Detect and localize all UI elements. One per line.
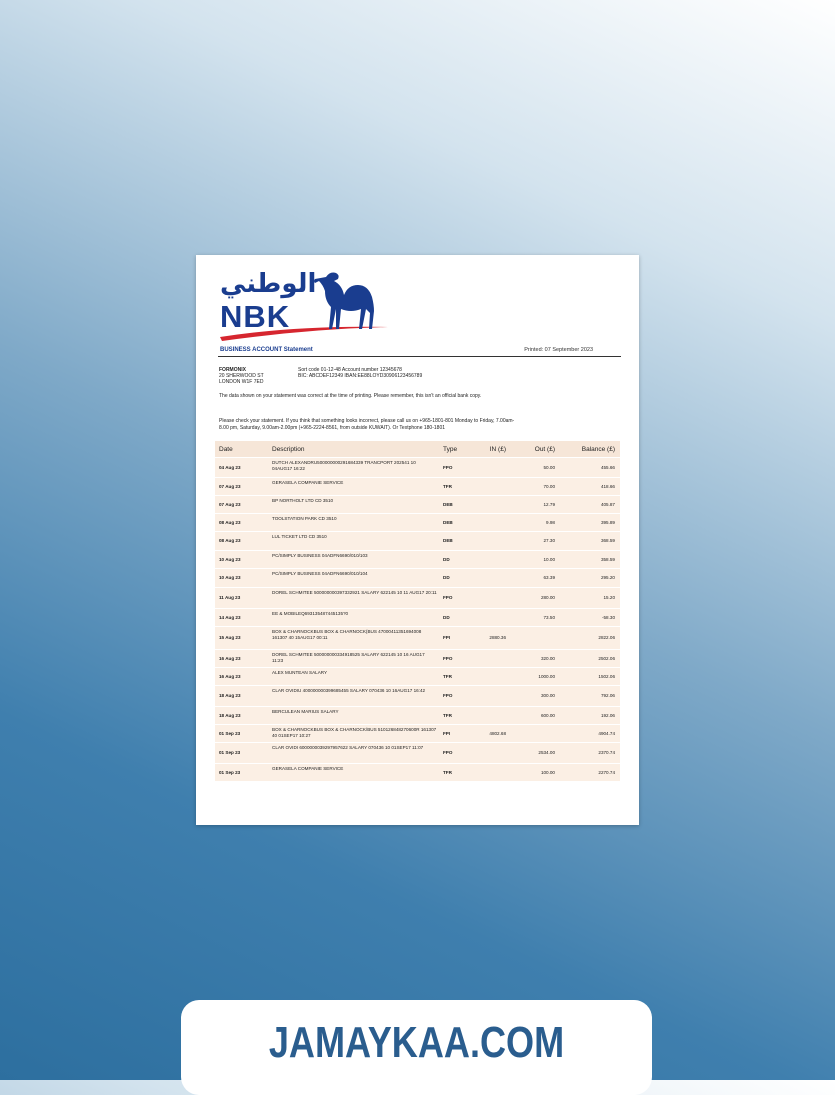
row-balance: 455.66 — [600, 464, 615, 470]
row-balance: 368.59 — [600, 538, 615, 543]
row-date: 11 Aug 23 — [219, 595, 241, 600]
row-date: 01 Sep 23 — [219, 750, 241, 755]
row-type: DEB — [443, 501, 453, 507]
logo-arabic-text: الوطني — [220, 269, 317, 299]
row-type: TFR — [443, 483, 452, 489]
table-row — [215, 763, 620, 781]
row-out: 280.00 — [540, 595, 555, 600]
row-balance: 395.89 — [600, 519, 615, 525]
row-description: CLAR OVIDI 6000000039297957622 SALARY 070436 10 01SEP17 11:07 — [272, 745, 424, 750]
row-date: 01 Sep 23 — [219, 730, 241, 736]
row-out: 100.00 — [540, 769, 555, 775]
table-row — [215, 626, 620, 649]
row-type: DEB — [443, 519, 453, 525]
row-type: DEB — [443, 538, 453, 543]
row-out: 2534.00 — [538, 750, 555, 755]
table-row — [215, 667, 620, 685]
table-row — [215, 550, 620, 568]
table-row — [215, 531, 620, 550]
row-type: FPO — [443, 595, 453, 600]
table-header — [215, 441, 620, 457]
row-balance: 2822.06 — [598, 635, 615, 640]
table-row — [215, 608, 620, 626]
row-type: FPO — [443, 655, 453, 661]
row-out: 10.00 — [543, 556, 555, 562]
customer-address — [219, 367, 264, 385]
transactions-table — [215, 441, 620, 781]
row-balance: 4904.74 — [598, 730, 615, 736]
row-description: BOX & CHARNOCKBUS BOX & CHARNOCK/BUS 510126848270600R 161307 40 01SEP17 10:27 — [272, 727, 437, 738]
row-description: PC/SIMPLY BUSINESS 04ADFN6690/010/104 — [272, 571, 368, 576]
table-row — [215, 477, 620, 495]
row-out: 70.00 — [543, 483, 555, 489]
row-date: 18 Aug 23 — [219, 712, 241, 718]
row-out: 73.50 — [543, 614, 555, 620]
row-date: 15 Aug 23 — [219, 635, 241, 640]
row-date: 07 Aug 23 — [219, 501, 241, 507]
header-in: IN (£) — [489, 446, 506, 453]
row-balance: 358.59 — [600, 556, 615, 562]
table-row — [215, 587, 620, 608]
row-out: 300.00 — [540, 693, 555, 698]
row-description: BOX & CHARNOCKBUS BOX & CHARNOCK(BUS 47000411351694008 161307 40 15AUG17 00:11 — [272, 629, 422, 640]
address-line: LONDON W1F 7ED — [219, 379, 264, 385]
row-type: TFR — [443, 712, 452, 718]
iban-line: BIC: ABCDEF12349 IBAN:EE88LOYD30906123456789 — [298, 373, 423, 379]
bank-statement-document — [196, 255, 639, 825]
row-balance: 1502.06 — [598, 673, 615, 679]
table-body — [215, 457, 620, 781]
row-type: DD — [443, 556, 450, 562]
header-out: Out (£) — [534, 446, 555, 453]
statement-title: BUSINESS ACCOUNT Statement — [220, 347, 313, 353]
notice-printing: The data shown on your statement was correct at the time of printing. Please remember, this isn't an official bank copy. — [219, 393, 482, 399]
printed-date: Printed: 07 September 2023 — [524, 347, 593, 353]
row-balance: -58.30 — [601, 614, 615, 620]
table-row — [215, 513, 620, 531]
account-number-line: Sort code 01-12-48 Account number 12345678 — [298, 367, 402, 373]
row-out: 50.00 — [543, 464, 555, 470]
row-out: 320.00 — [540, 655, 555, 661]
row-description: ALEX MUNTEAN SALARY — [272, 670, 328, 675]
camel-icon — [218, 265, 393, 343]
header-description: Description — [272, 446, 305, 453]
row-balance: 15.20 — [603, 595, 615, 600]
notice-contact: Please check your statement. If you think that something looks incorrect, please call us on +965-1801-801 Monday to Friday, 7.00am-8.00 pm, Saturday, 9.00am-2.00pm (+965-2224-8561, from outside KUWAIT). Or Textphone 180-1801 — [219, 418, 515, 431]
header-balance: Balance (£) — [581, 446, 615, 453]
row-date: 08 Aug 23 — [219, 538, 241, 543]
row-description: PC/SIMPLY BUSINESS 04ADFN6690/010/103 — [272, 553, 368, 558]
nbk-logo — [218, 265, 393, 343]
row-description: TOOLSTATION PARK CD 3510 — [272, 516, 337, 521]
row-out: 600.00 — [540, 712, 555, 718]
row-balance: 418.66 — [600, 483, 615, 489]
row-date: 16 Aug 23 — [219, 673, 241, 679]
row-balance: 405.87 — [600, 501, 615, 507]
row-description: EE & MOBILEQ693135487445135?0 — [272, 611, 349, 616]
table-row — [215, 742, 620, 763]
row-balance: 295.20 — [600, 575, 615, 580]
row-out: 63.39 — [543, 575, 555, 580]
row-date: 07 Aug 23 — [219, 483, 241, 489]
row-description: GERASELA COMPANIE SERVICE — [272, 766, 344, 771]
address-line: 20 SHERWOOD ST — [219, 373, 264, 379]
row-balance: 792.06 — [600, 693, 615, 698]
row-description: GERASELA COMPANIE SERVICE — [272, 480, 344, 485]
footer-site-name: JAMAYKAA.COM — [268, 1018, 565, 1067]
row-type: FPI — [443, 635, 451, 640]
row-description: BP NORTHOLT LTD CD 3510 — [272, 498, 334, 503]
row-date: 01 Sep 23 — [219, 769, 241, 775]
row-date: 14 Aug 23 — [219, 614, 241, 620]
row-balance: 2370.74 — [598, 750, 615, 755]
row-out: 9.98 — [546, 519, 555, 525]
row-balance: 2502.06 — [598, 655, 615, 661]
row-type: FPO — [443, 464, 453, 470]
row-date: 10 Aug 23 — [219, 575, 241, 580]
row-in: 4802.68 — [489, 730, 506, 736]
table-row — [215, 457, 620, 477]
row-date: 08 Aug 23 — [219, 519, 241, 525]
table-row — [215, 568, 620, 587]
row-type: FPO — [443, 693, 453, 698]
row-description: DUTCH ALEXANDRU500000000291684339 TRANCPORT 202541 10 04AUG17 16:22 — [272, 460, 416, 471]
row-balance: 2270.74 — [598, 769, 615, 775]
row-type: TFR — [443, 769, 452, 775]
row-description: CLAR OVIDIU 400000000399685455 SALARY 070436 10 16AUG17 16:42 — [272, 688, 426, 693]
account-details — [298, 367, 422, 379]
row-type: DD — [443, 575, 450, 580]
row-date: 16 Aug 23 — [219, 655, 241, 661]
row-type: FPI — [443, 730, 451, 736]
row-balance: 192.06 — [600, 712, 615, 718]
row-date: 04 Aug 23 — [219, 464, 241, 470]
row-out: 1000.00 — [538, 673, 555, 679]
row-description: BERCULEAN MARIUS SALARY — [272, 709, 339, 714]
table-row — [215, 649, 620, 667]
row-type: TFR — [443, 673, 452, 679]
row-type: DD — [443, 614, 450, 620]
row-out: 12.79 — [543, 501, 555, 507]
header-divider — [218, 356, 621, 357]
row-description: LUL TICKET LTD CD 3510 — [272, 534, 327, 539]
row-in: 2880.36 — [489, 635, 506, 640]
row-date: 10 Aug 23 — [219, 556, 241, 562]
table-row — [215, 706, 620, 724]
row-type: FPO — [443, 750, 453, 755]
address-line: FORMONIX — [219, 367, 246, 373]
footer-banner — [181, 1000, 652, 1095]
table-row — [215, 724, 620, 742]
row-out: 27.30 — [543, 538, 555, 543]
table-row — [215, 495, 620, 513]
logo-latin-text: NBK — [220, 299, 291, 334]
header-date: Date — [219, 446, 233, 453]
row-description: DOREL SCHMITEE 500000000397332921 SALARY 622145 10 11 AUG17 20:11 — [272, 590, 437, 595]
header-type: Type — [443, 446, 458, 453]
row-date: 18 Aug 23 — [219, 693, 241, 698]
table-row — [215, 685, 620, 706]
row-description: DOREL SCHMITEE 500000000334918525 SALARY 622145 10 16 AUG17 11:23 — [272, 652, 425, 663]
